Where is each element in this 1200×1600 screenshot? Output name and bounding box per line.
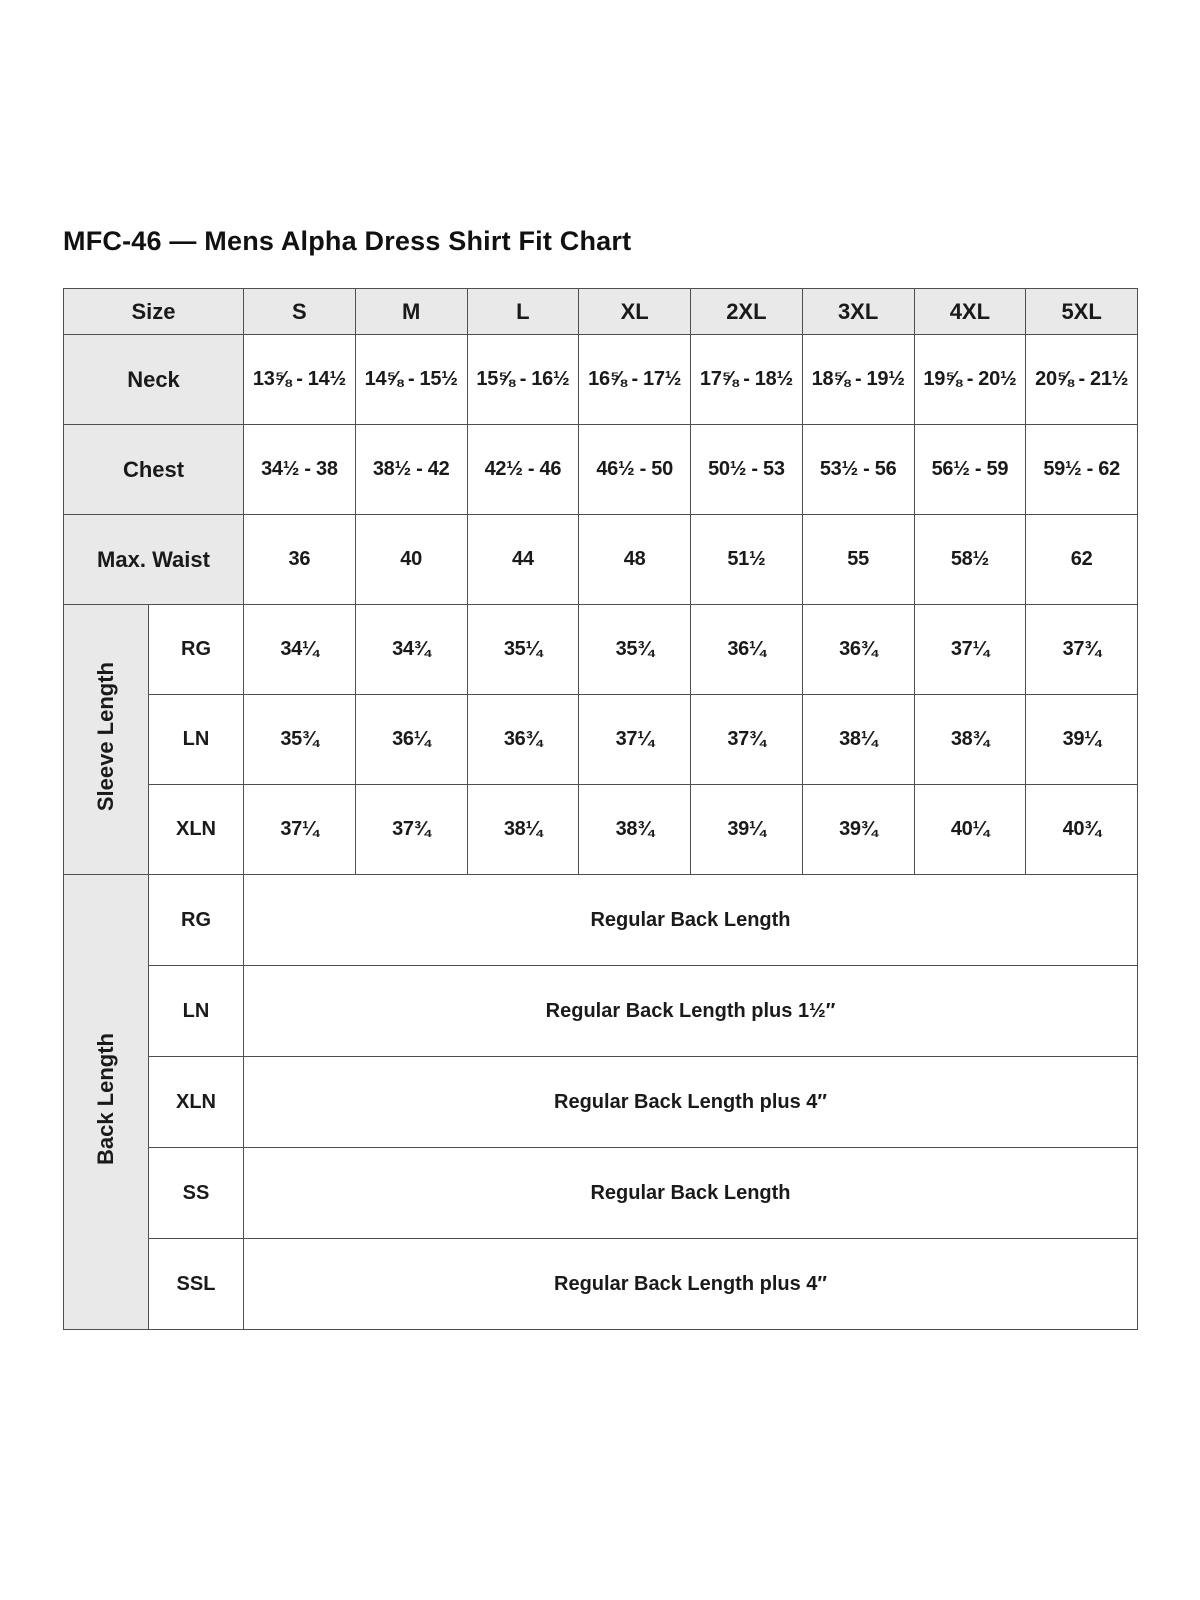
- size-col-s: S: [244, 289, 356, 335]
- neck-value: 15⅝ - 16½: [467, 335, 579, 425]
- sleeve-rg-value: 37¼: [914, 605, 1026, 695]
- size-col-m: M: [355, 289, 467, 335]
- neck-value: 18⅝ - 19½: [802, 335, 914, 425]
- sleeve-ln-value: 35¾: [244, 695, 356, 785]
- fit-chart-table: [63, 288, 1138, 1330]
- chest-value: 46½ - 50: [579, 425, 691, 515]
- sleeve-ln-label: LN: [149, 695, 244, 785]
- chest-value: 50½ - 53: [691, 425, 803, 515]
- back-ss-value: Regular Back Length: [244, 1148, 1138, 1239]
- sleeve-ln-value: 37¾: [691, 695, 803, 785]
- size-col-3xl: 3XL: [802, 289, 914, 335]
- neck-value: 19⅝ - 20½: [914, 335, 1026, 425]
- sleeve-rg-value: 36¾: [802, 605, 914, 695]
- header-row: [64, 289, 1138, 335]
- max-waist-value: 36: [244, 515, 356, 605]
- size-col-2xl: 2XL: [691, 289, 803, 335]
- max-waist-value: 40: [355, 515, 467, 605]
- back-xln-row: [64, 1057, 1138, 1148]
- neck-value: 14⅝ - 15½: [355, 335, 467, 425]
- sleeve-ln-value: 37¼: [579, 695, 691, 785]
- sleeve-ln-value: 36¼: [355, 695, 467, 785]
- max-waist-value: 48: [579, 515, 691, 605]
- neck-row: [64, 335, 1138, 425]
- size-col-5xl: 5XL: [1026, 289, 1138, 335]
- back-ssl-label: SSL: [149, 1239, 244, 1330]
- back-xln-value: Regular Back Length plus 4″: [244, 1057, 1138, 1148]
- sleeve-xln-value: 38¾: [579, 785, 691, 875]
- sleeve-xln-value: 38¼: [467, 785, 579, 875]
- size-col-4xl: 4XL: [914, 289, 1026, 335]
- sleeve-ln-value: 39¼: [1026, 695, 1138, 785]
- back-length-section-label: [64, 875, 149, 1330]
- chest-value: 53½ - 56: [802, 425, 914, 515]
- sleeve-xln-row: [64, 785, 1138, 875]
- sleeve-ln-row: [64, 695, 1138, 785]
- sleeve-xln-label: XLN: [149, 785, 244, 875]
- back-length-vertical-text: Back Length: [92, 1033, 118, 1166]
- size-col-xl: XL: [579, 289, 691, 335]
- sleeve-rg-value: 35¼: [467, 605, 579, 695]
- max-waist-value: 58½: [914, 515, 1026, 605]
- chest-value: 59½ - 62: [1026, 425, 1138, 515]
- sleeve-rg-row: [64, 605, 1138, 695]
- sleeve-rg-value: 35¾: [579, 605, 691, 695]
- back-rg-row: [64, 875, 1138, 966]
- sleeve-xln-value: 39¾: [802, 785, 914, 875]
- max-waist-value: 44: [467, 515, 579, 605]
- size-col-l: L: [467, 289, 579, 335]
- sleeve-length-vertical-text: Sleeve Length: [92, 662, 118, 812]
- sleeve-rg-value: 34¼: [244, 605, 356, 695]
- max-waist-row: [64, 515, 1138, 605]
- back-ss-label: SS: [149, 1148, 244, 1239]
- max-waist-value: 62: [1026, 515, 1138, 605]
- back-ln-label: LN: [149, 966, 244, 1057]
- sleeve-rg-value: 37¾: [1026, 605, 1138, 695]
- back-ss-row: [64, 1148, 1138, 1239]
- page-title: MFC-46 — Mens Alpha Dress Shirt Fit Chart: [63, 226, 632, 256]
- chest-value: 34½ - 38: [244, 425, 356, 515]
- sleeve-rg-value: 36¼: [691, 605, 803, 695]
- back-rg-value: Regular Back Length: [244, 875, 1138, 966]
- back-ssl-row: [64, 1239, 1138, 1330]
- max-waist-value: 55: [802, 515, 914, 605]
- sleeve-xln-value: 39¼: [691, 785, 803, 875]
- neck-value: 13⅝ - 14½: [244, 335, 356, 425]
- sleeve-xln-value: 40¾: [1026, 785, 1138, 875]
- sleeve-rg-value: 34¾: [355, 605, 467, 695]
- neck-value: 16⅝ - 17½: [579, 335, 691, 425]
- chest-label: Chest: [64, 425, 244, 515]
- chest-row: [64, 425, 1138, 515]
- back-rg-label: RG: [149, 875, 244, 966]
- sleeve-xln-value: 40¼: [914, 785, 1026, 875]
- neck-value: 20⅝ - 21½: [1026, 335, 1138, 425]
- back-ssl-value: Regular Back Length plus 4″: [244, 1239, 1138, 1330]
- chest-value: 56½ - 59: [914, 425, 1026, 515]
- chest-value: 42½ - 46: [467, 425, 579, 515]
- size-header-cell: Size: [64, 289, 244, 335]
- back-ln-row: [64, 966, 1138, 1057]
- chest-value: 38½ - 42: [355, 425, 467, 515]
- max-waist-label: Max. Waist: [64, 515, 244, 605]
- sleeve-ln-value: 38¾: [914, 695, 1026, 785]
- sleeve-ln-value: 38¼: [802, 695, 914, 785]
- sleeve-length-section-label: [64, 605, 149, 875]
- sleeve-xln-value: 37¼: [244, 785, 356, 875]
- back-xln-label: XLN: [149, 1057, 244, 1148]
- max-waist-value: 51½: [691, 515, 803, 605]
- sleeve-rg-label: RG: [149, 605, 244, 695]
- neck-label: Neck: [64, 335, 244, 425]
- sleeve-ln-value: 36¾: [467, 695, 579, 785]
- neck-value: 17⅝ - 18½: [691, 335, 803, 425]
- back-ln-value: Regular Back Length plus 1½″: [244, 966, 1138, 1057]
- sleeve-xln-value: 37¾: [355, 785, 467, 875]
